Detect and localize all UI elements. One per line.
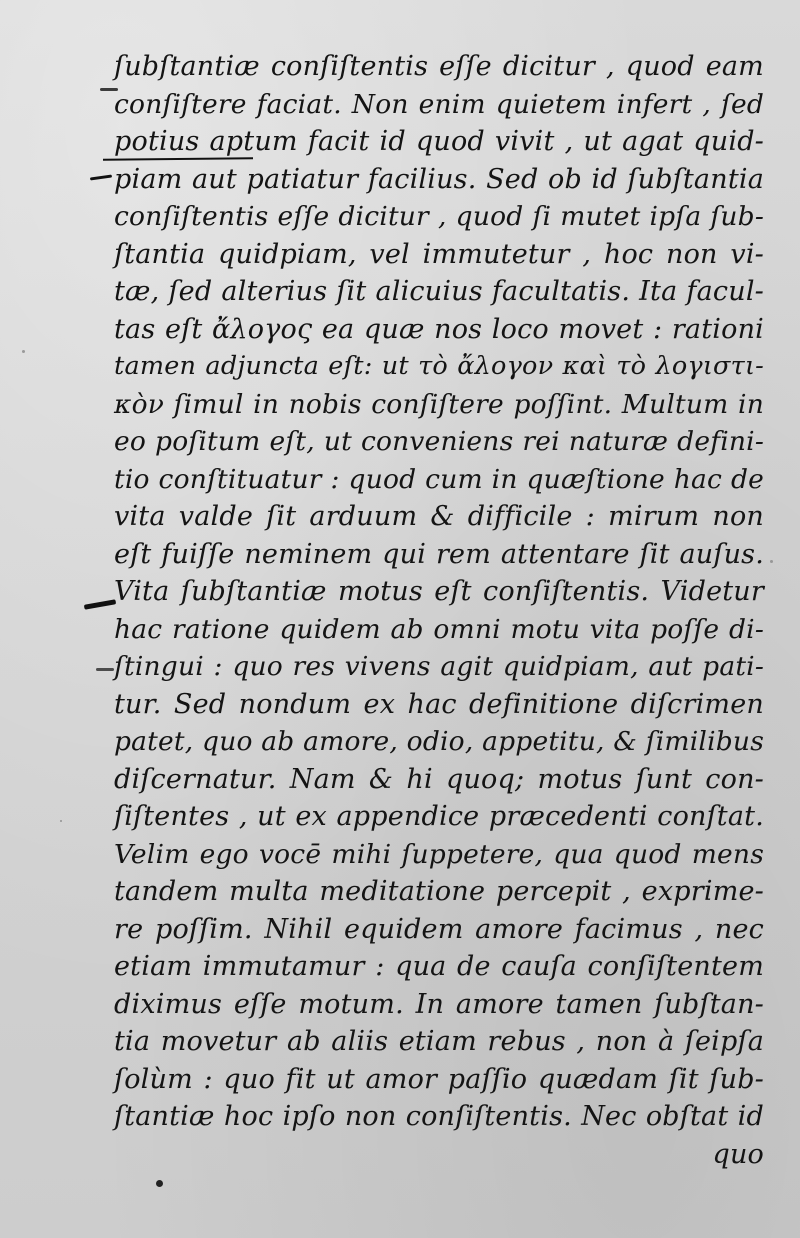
paper-speck [22,350,25,353]
text-line: potius aptum facit id quod vivit , ut agat quid- [114,126,764,157]
text-line: ſolùm : quo fit ut amor paſſio quædam ſit ſub- [114,1063,764,1095]
ink-speck [156,1180,163,1187]
text-line: tur. Sed nondum ex hac definitione diſcrimen [114,688,764,720]
margin-ink-mark [96,668,114,671]
text-line: conſiſtentis eſſe dicitur , quod ſi mutet ipſa ſub- [114,201,764,232]
text-line: ſubſtantiæ conſiſtentis eſſe dicitur , quod eam [114,51,764,82]
catchword: quo [712,1138,764,1170]
text-line: ſtantia quidpiam, vel immutetur , hoc non vi- [114,238,764,270]
text-line: ſiſtentes , ut ex appendice præcedenti conſtat. [114,801,764,832]
text-line: re poſſim. Nihil equidem amore facimus , nec [114,913,764,945]
text-line: Velim ego vocē mihi ſuppetere, qua quod mens [114,838,764,870]
text-line: hac ratione quidem ab omni motu vita poſſe di- [114,613,764,645]
text-line: conſiſtere faciat. Non enim quietem infert , ſed [114,88,764,120]
text-line: tia movetur ab aliis etiam rebus , non à ſeipſa [114,1026,764,1057]
paper-speck [770,560,773,563]
text-line: etiam immutamur : qua de cauſa conſiſtentem [114,951,764,982]
text-line: tio conſtituatur : quod cum in quæſtione hac de [114,463,764,495]
margin-ink-mark [90,174,112,180]
body-text [114,48,764,1173]
text-line: vita valde ſit arduum & difficile : mirum non [114,501,764,532]
text-line: tandem multa meditatione percepit , exprime- [114,876,764,907]
text-line: ſtingui : quo res vivens agit quidpiam, aut pati- [114,651,764,682]
text-line: Vita ſubſtantiæ motus eſt conſiſtentis. Videtur [114,576,764,607]
text-line: tamen adjuncta eſt: ut τὸ ἄλογον καὶ τὸ λογιστι- [114,351,764,381]
text-line: patet, quo ab amore, odio, appetitu, & ſimilibus [114,726,764,757]
text-line: κὸν ſimul in nobis conſiſtere poſſint. Multum in [114,388,764,420]
text-line: ſtantiæ hoc ipſo non conſiſtentis. Nec obſtat id [114,1101,764,1132]
text-line: diſcernatur. Nam & hi quoq; motus ſunt con- [114,763,764,795]
text-line: tæ, ſed alterius ſit alicuius facultatis. Ita facul- [114,276,764,307]
margin-ink-mark [84,599,116,609]
text-line: eo poſitum eſt, ut conveniens rei naturæ defini- [114,426,764,457]
text-line: diximus eſſe motum. In amore tamen ſubſtan- [114,988,764,1020]
text-line: eſt fuiſſe neminem qui rem attentare ſit auſus. [114,538,764,570]
text-line: tas eſt ἄλογος ea quæ nos loco movet : rationi [114,313,764,345]
paper-speck [60,820,62,822]
text-line: piam aut patiatur facilius. Sed ob id ſubſtantia [114,163,764,195]
